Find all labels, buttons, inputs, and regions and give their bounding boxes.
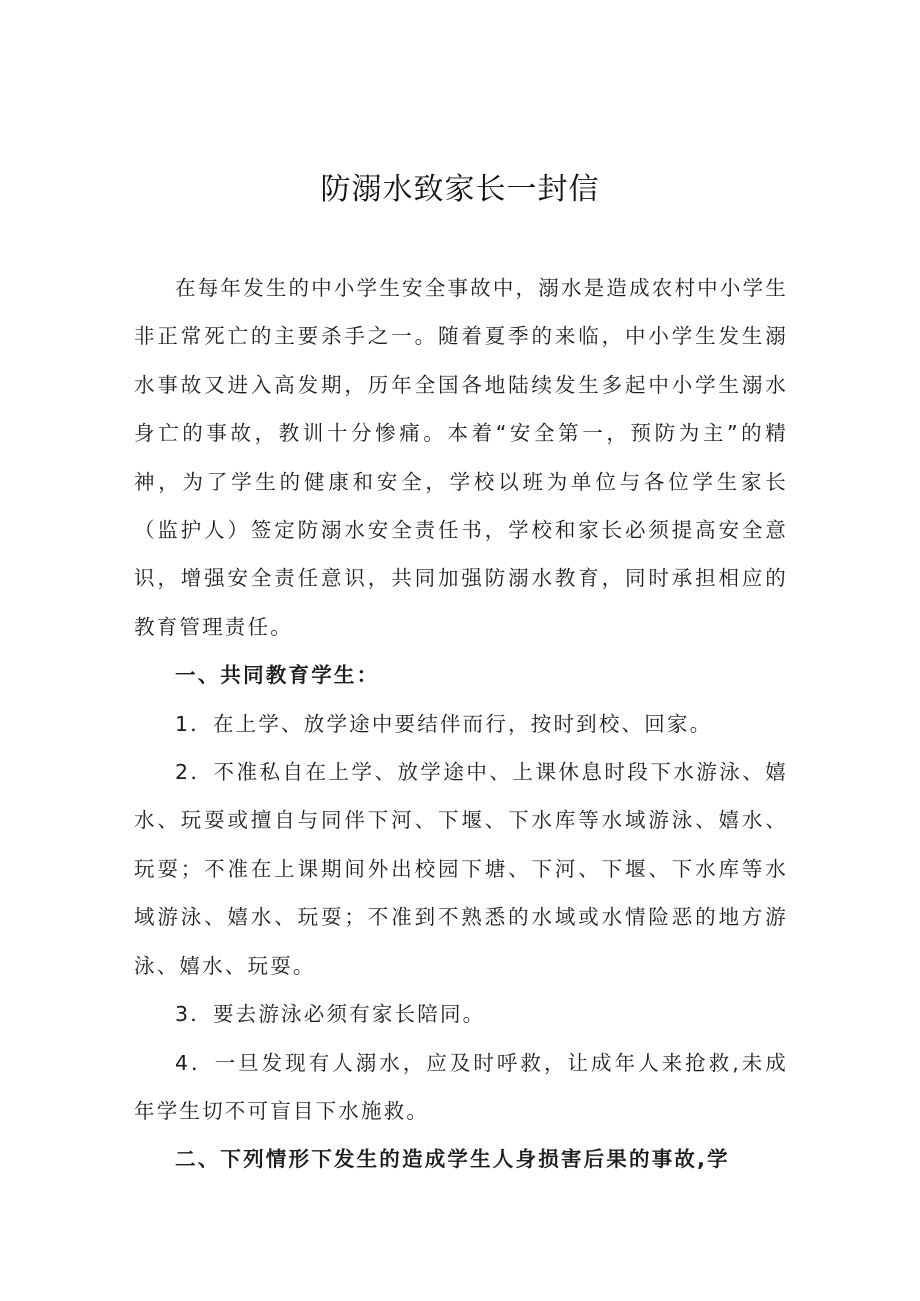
section-heading-2: 二、下列情形下发生的造成学生人身损害后果的事故,学: [175, 1147, 730, 1172]
list-item-4: 4．一旦发现有人溺水，应及时呼救，让成年人来抢救,未成年学生切不可盲目下水施救。: [134, 1050, 788, 1123]
section-heading-1: 一、共同教育学生：: [175, 663, 380, 688]
list-item-2: 2．不准私自在上学、放学途中、上课休息时段下水游泳、嬉水、玩耍或擅自与同伴下河、下堰、下水库等水域游泳、嬉水、玩耍；不准在上课期间外出校园下塘、下河、下堰、下水库等水域游泳、嬉水、玩耍；不准到不熟悉的水域或水情险恶的地方游泳、嬉水、玩耍。: [134, 760, 788, 978]
list-item-3: 3．要去游泳必须有家长陪同。: [175, 1002, 486, 1027]
document-title: 防溺水致家长一封信: [320, 172, 600, 207]
intro-paragraph: 在每年发生的中小学生安全事故中，溺水是造成农村中小学生非正常死亡的主要杀手之一。随着夏季的来临，中小学生发生溺水事故又进入高发期，历年全国各地陆续发生多起中小学生溺水身亡的事故，教训十分惨痛。本着“安全第一，预防为主”的精神，为了学生的健康和安全，学校以班为单位与各位学生家长（监护人）签定防溺水安全责任书，学校和家长必须提高安全意识，增强安全责任意识，共同加强防溺水教育，同时承担相应的教育管理责任。: [134, 276, 788, 639]
list-item-1: 1．在上学、放学途中要结伴而行，按时到校、回家。: [175, 711, 713, 736]
document-body: [134, 264, 788, 1184]
